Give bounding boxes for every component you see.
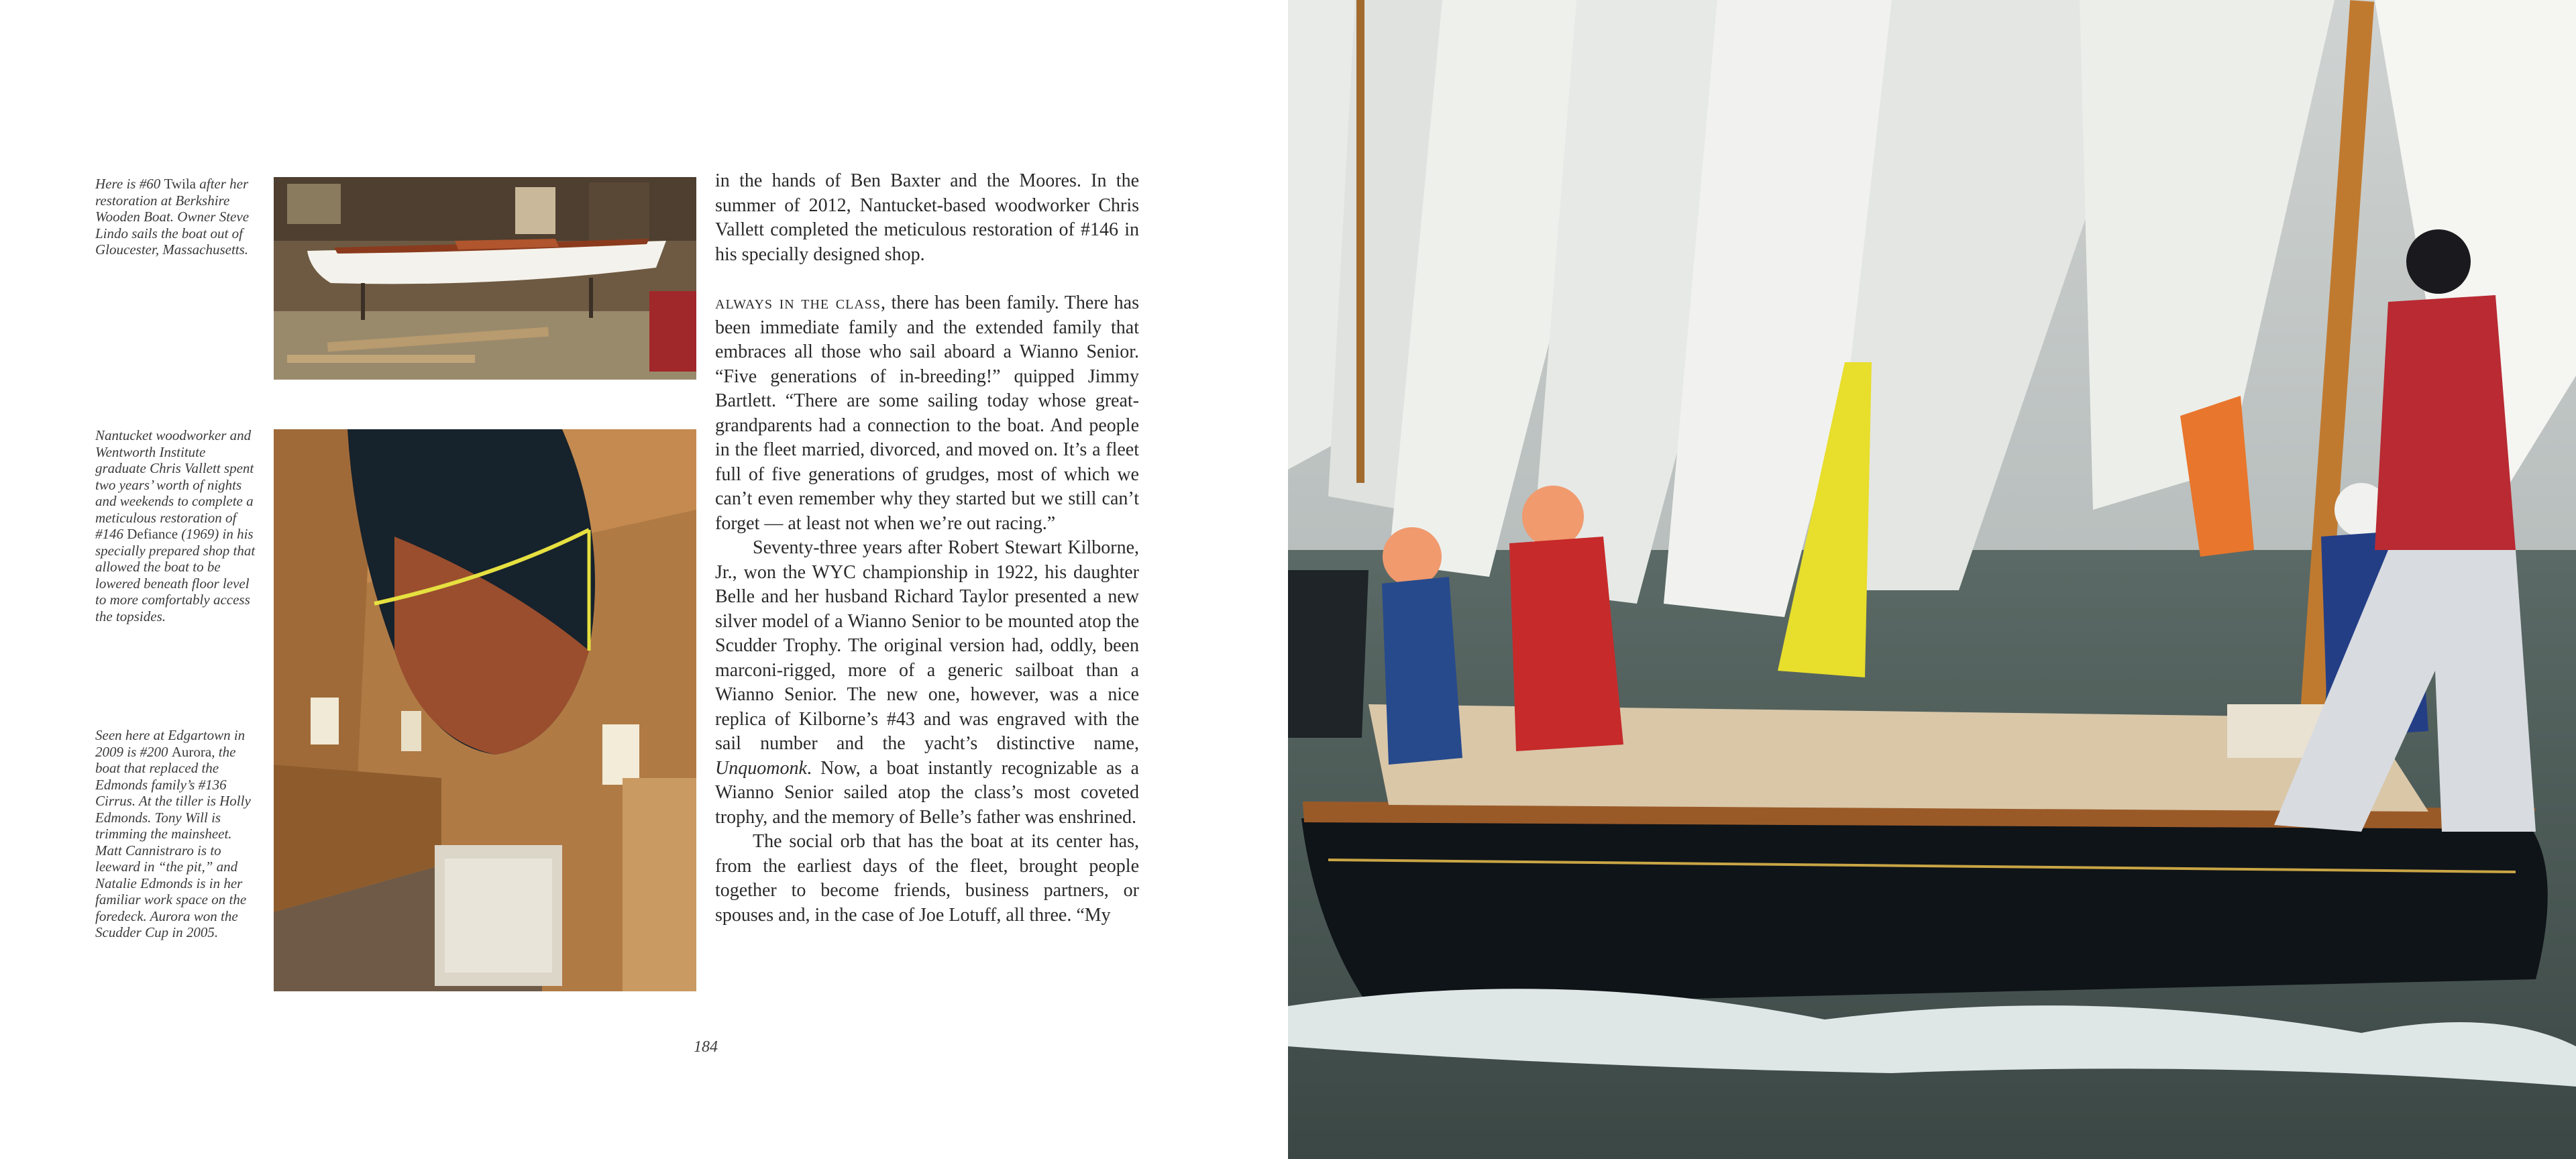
caption-aurora-lead: Seen here at Edgartown in 2009 is #200 [95, 727, 246, 760]
body-text [715, 169, 1139, 928]
photo-aurora-image [1288, 0, 2576, 1159]
body-paragraph-3 [715, 536, 1139, 830]
photo-defiance-shop [274, 429, 696, 991]
photo-twila-workshop [274, 177, 696, 380]
body-paragraph-1: in the hands of Ben Baxter and the Moores. In the summer of 2012, Nantucket-based woodworker Chris Vallett completed the meticulous restoration of #146 in his specially designed shop. [715, 170, 1139, 265]
caption-twila-rest: after her restoration at Berkshire Wooden Boat. Owner Steve Lindo sails the boat out of Gloucester, Massachusetts. [95, 176, 250, 258]
caption-defiance-rest: (1969) in his specially prepared shop that allowed the boat to be lowered beneath floor level to more comfortably access the topsides. [95, 526, 256, 624]
photo-defiance-image [274, 429, 696, 991]
caption-aurora-boat: Aurora [171, 743, 212, 760]
photo-aurora-sailing [1288, 0, 2576, 1159]
body-paragraph-2-lead: always in the class [715, 292, 881, 313]
body-paragraph-2-rest: , there has been family. There has been immediate family and the extended family that embraces all those who sail aboard a Wianno Senior. “Five generations of in-breeding!” quipped Jimmy Bartlett. “There are some sailing today whose great-grandparents had a connection to the boat. And people in the fleet married, divorced, and moved on. It’s a fleet full of five generations of grudges, most of which we can’t even remember why they started but we still can’t forget — at least not when we’re out racing.” [715, 292, 1139, 534]
caption-twila-lead: Here is #60 [95, 176, 164, 192]
caption-defiance-boat: Defiance [127, 526, 178, 542]
body-paragraph-3-name: Unquomonk [715, 757, 807, 779]
caption-twila-boat: Twila [164, 176, 196, 192]
caption-aurora-rest: , the boat that replaced the Edmonds family’s #136 Cirrus. At the tiller is Holly Edmonds. Tony Will is trimming the mainsheet. Matt Cannistraro is to leeward in “the pit,” and Natalie Edmonds is in her familiar work space on the foredeck. Aurora won the Scudder Cup in 2005. [95, 743, 251, 940]
caption-twila [95, 176, 256, 258]
caption-defiance [95, 427, 256, 624]
caption-defiance-lead: Nantucket woodworker and Wentworth Institute graduate Chris Vallett spent two years’ worth of nights and weekends to complete a meticulous restoration of #146 [95, 427, 254, 542]
body-paragraph-2 [715, 291, 1139, 536]
body-paragraph-4: The social orb that has the boat at its center has, from the earliest days of the fleet, brought people together to become friends, business partners, or spouses and, in the case of Joe Lotuff, all three. “My [715, 831, 1139, 926]
page-number: 184 [694, 1038, 718, 1056]
body-paragraph-3-a: Seventy-three years after Robert Stewart Kilborne, Jr., won the WYC championship in 1922, his daughter Belle and her husband Richard Taylor presented a new silver model of a Wianno Senior to be mounted atop the Scudder Trophy. The original version had, oddly, been marconi-rigged, more of a generic sailboat than a Wianno Senior. The new one, however, was a nice replica of Kilborne’s #43 and was engraved with the sail number and the yacht’s distinctive name, [715, 537, 1139, 754]
caption-aurora [95, 727, 256, 941]
body-paragraph-3-b: . Now, a boat instantly recognizable as a Wianno Senior sailed atop the class’s most coveted trophy, and the memory of Belle’s father was enshrined. [715, 757, 1139, 828]
photo-twila-image [274, 177, 696, 380]
